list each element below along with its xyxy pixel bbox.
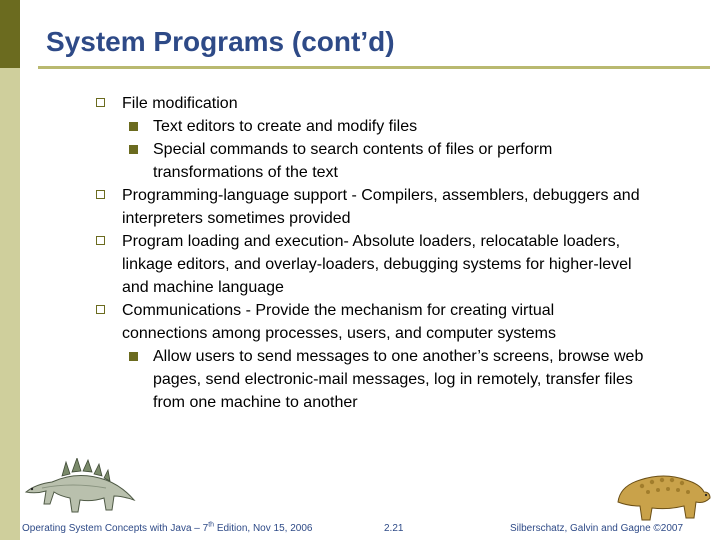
sub-bullet-text: Allow users to send messages to one another’s screens, browse web pages, send electronic-mail messages, log in remotely, transfer files from one machine to another	[153, 348, 644, 411]
hollow-square-bullet-icon	[96, 305, 105, 314]
bullet-item	[0, 184, 642, 230]
footer-course-info	[22, 523, 312, 534]
slide-number: 2.21	[384, 523, 404, 534]
sub-bullet-item	[0, 345, 653, 414]
footer-authors: Silberschatz, Galvin and Gagne ©2007	[510, 523, 684, 534]
filled-square-bullet-icon	[129, 122, 138, 131]
sidebar-dark-band	[0, 0, 20, 68]
bullet-text: Programming-language support - Compilers, assemblers, debuggers and interpreters sometimes provided	[122, 187, 640, 227]
sub-bullet-item	[0, 115, 653, 138]
bullet-text: Program loading and execution- Absolute loaders, relocatable loaders, linkage editors, and overlay-loaders, debugging systems for higher-level and machine language	[122, 233, 632, 296]
bullet-text: Communications - Provide the mechanism for creating virtual connections among processes, users, and computer systems	[122, 302, 556, 342]
hollow-square-bullet-icon	[96, 98, 105, 107]
slide-title: System Programs (cont’d)	[46, 26, 395, 57]
sub-bullet-text: Special commands to search contents of files or perform transformations of the text	[153, 141, 553, 181]
footer-edition-superscript: th	[208, 521, 215, 529]
bullet-item	[0, 299, 642, 345]
sub-bullet-text: Text editors to create and modify files	[153, 118, 418, 135]
filled-square-bullet-icon	[129, 352, 138, 361]
stegosaurus-icon	[22, 458, 138, 516]
footer-date-text: Edition, Nov 15, 2006	[214, 523, 313, 534]
footer-course-text: Operating System Concepts with Java – 7	[22, 523, 209, 534]
hollow-square-bullet-icon	[96, 236, 105, 245]
bullet-item	[0, 92, 642, 115]
bullet-item	[0, 230, 642, 299]
bullet-text: File modification	[122, 95, 238, 112]
ankylosaurus-icon	[612, 462, 712, 524]
sub-bullet-item	[0, 138, 653, 184]
title-underline	[38, 66, 710, 69]
filled-square-bullet-icon	[129, 145, 138, 154]
bullet-list	[0, 92, 720, 414]
hollow-square-bullet-icon	[96, 190, 105, 199]
